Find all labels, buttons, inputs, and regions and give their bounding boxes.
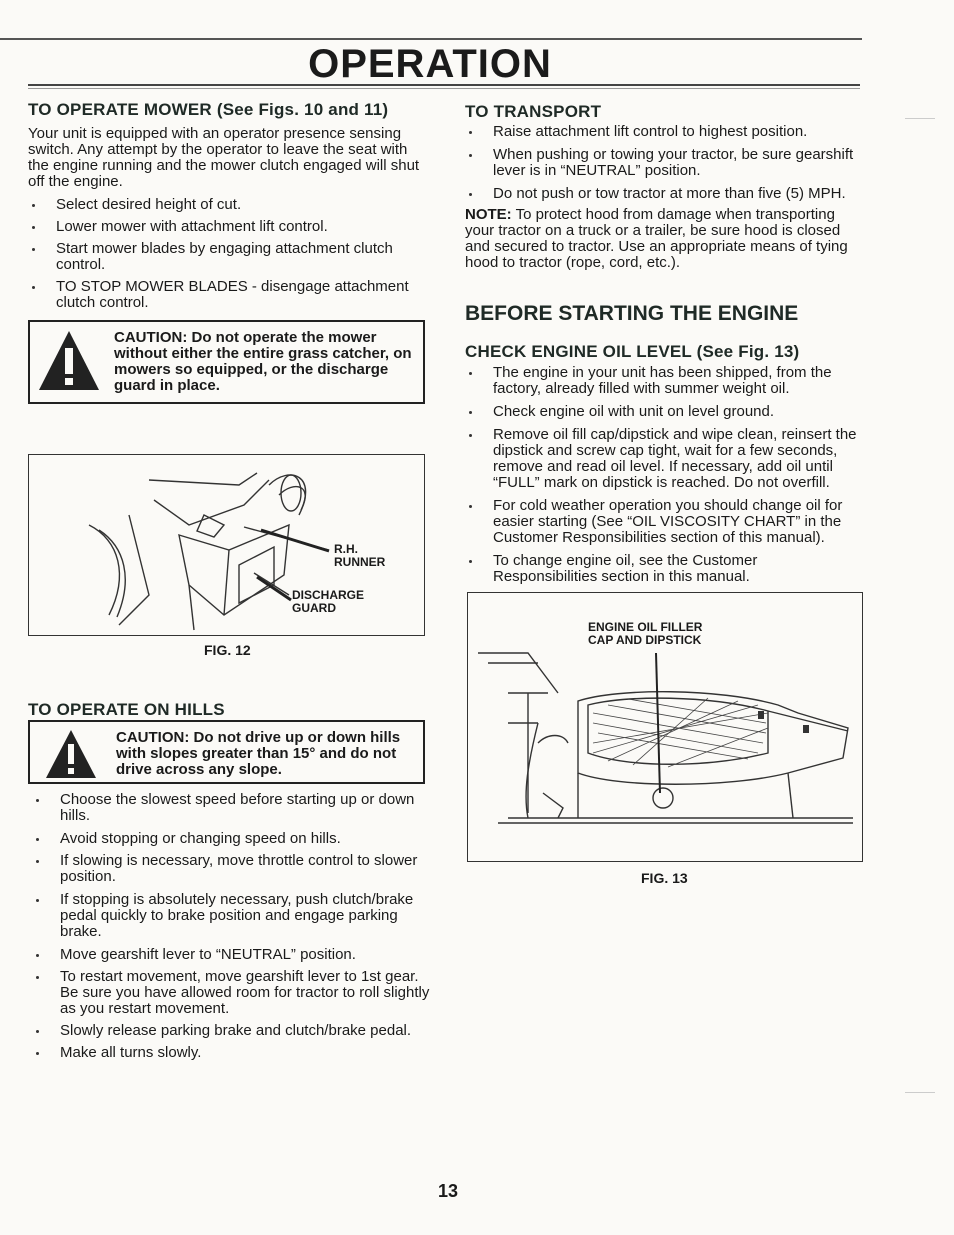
warning-icon <box>44 728 98 780</box>
list-item: Raise attachment lift control to highest position. <box>465 124 863 140</box>
mower-caution-box <box>28 320 425 404</box>
list-item: If stopping is absolutely necessary, push clutch/brake pedal quickly to brake position and engage parking brake. <box>32 892 430 940</box>
list-item: If slowing is necessary, move throttle control to slower position. <box>32 853 430 885</box>
hills-heading: TO OPERATE ON HILLS <box>28 700 225 719</box>
list-item: Start mower blades by engaging attachment clutch control. <box>28 241 426 273</box>
check-oil-heading: CHECK ENGINE OIL LEVEL (See Fig. 13) <box>465 342 800 361</box>
mower-caution-text: CAUTION: Do not operate the mower without either the entire grass catcher, on mowers so equipped, or the discharge guard in place. <box>114 329 412 394</box>
list-item: When pushing or towing your tractor, be sure gearshift lever is in “NEUTRAL” position. <box>465 147 863 179</box>
page-title: OPERATION <box>308 42 552 86</box>
oil-filler-label: ENGINE OIL FILLER CAP AND DIPSTICK <box>588 620 703 647</box>
list-item: Slowly release parking brake and clutch/brake pedal. <box>32 1023 430 1039</box>
list-item: Check engine oil with unit on level ground. <box>465 404 863 420</box>
list-item: Lower mower with attachment lift control. <box>28 219 426 235</box>
list-item: Make all turns slowly. <box>32 1045 430 1061</box>
before-starting-heading: BEFORE STARTING THE ENGINE <box>465 302 799 325</box>
transport-list <box>465 124 863 202</box>
engine-illustration <box>468 593 860 859</box>
list-item: To restart movement, move gearshift lever to 1st gear. Be sure you have allowed room for tractor to roll slightly as you restart movement. <box>32 969 430 1017</box>
list-item: Remove oil fill cap/dipstick and wipe clean, reinsert the dipstick and screw cap tight, wait for a few seconds, remove and read oil level. If necessary, add oil until “FULL” mark on dipstick is reached. Do not overfill. <box>465 427 863 491</box>
title-rule-thin <box>28 88 860 89</box>
fig-13-caption: FIG. 13 <box>641 870 688 886</box>
warning-icon <box>36 328 102 394</box>
top-rule <box>0 38 862 40</box>
page-number: 13 <box>438 1181 459 1201</box>
hills-caution-text: CAUTION: Do not drive up or down hills with slopes greater than 15° and do not drive across any slope. <box>116 729 401 778</box>
list-item: Choose the slowest speed before starting up or down hills. <box>32 792 430 824</box>
note-text: To protect hood from damage when transporting your tractor on a truck or a trailer, be sure hood is closed and secured to tractor. Use an appropriate means of tying hood to tractor (rope, cord, etc.). <box>465 206 848 271</box>
list-item: To change engine oil, see the Customer Responsibilities section in this manual. <box>465 553 863 585</box>
mower-intro: Your unit is equipped with an operator presence sensing switch. Any attempt by the operator to leave the seat with the engine running and the mower clutch engaged will shut off the engine. <box>28 125 420 190</box>
list-item: The engine in your unit has been shipped, from the factory, already filled with summer weight oil. <box>465 365 863 397</box>
hills-caution-box <box>28 720 425 784</box>
figure-12 <box>28 454 425 636</box>
list-item: TO STOP MOWER BLADES - disengage attachment clutch control. <box>28 279 426 311</box>
list-item: Avoid stopping or changing speed on hills. <box>32 831 430 847</box>
margin-mark <box>905 118 935 119</box>
mower-list <box>28 197 426 311</box>
mower-heading: TO OPERATE MOWER (See Figs. 10 and 11) <box>28 100 389 119</box>
transport-heading: TO TRANSPORT <box>465 102 602 121</box>
hills-list <box>32 792 430 1061</box>
title-rule <box>28 84 860 86</box>
runner-label: R.H. RUNNER <box>334 542 386 569</box>
discharge-guard-label: DISCHARGE GUARD <box>292 588 365 615</box>
list-item: Do not push or tow tractor at more than five (5) MPH. <box>465 186 863 202</box>
fig-12-caption: FIG. 12 <box>204 642 251 658</box>
margin-mark <box>905 1092 935 1093</box>
list-item: For cold weather operation you should change oil for easier starting (See “OIL VISCOSITY CHART” in the Customer Responsibilities section of this manual). <box>465 498 863 546</box>
list-item: Select desired height of cut. <box>28 197 426 213</box>
figure-13 <box>467 592 863 862</box>
transport-note <box>465 207 863 271</box>
oil-list <box>465 365 863 585</box>
note-label: NOTE: <box>465 206 512 223</box>
list-item: Move gearshift lever to “NEUTRAL” position. <box>32 947 430 963</box>
